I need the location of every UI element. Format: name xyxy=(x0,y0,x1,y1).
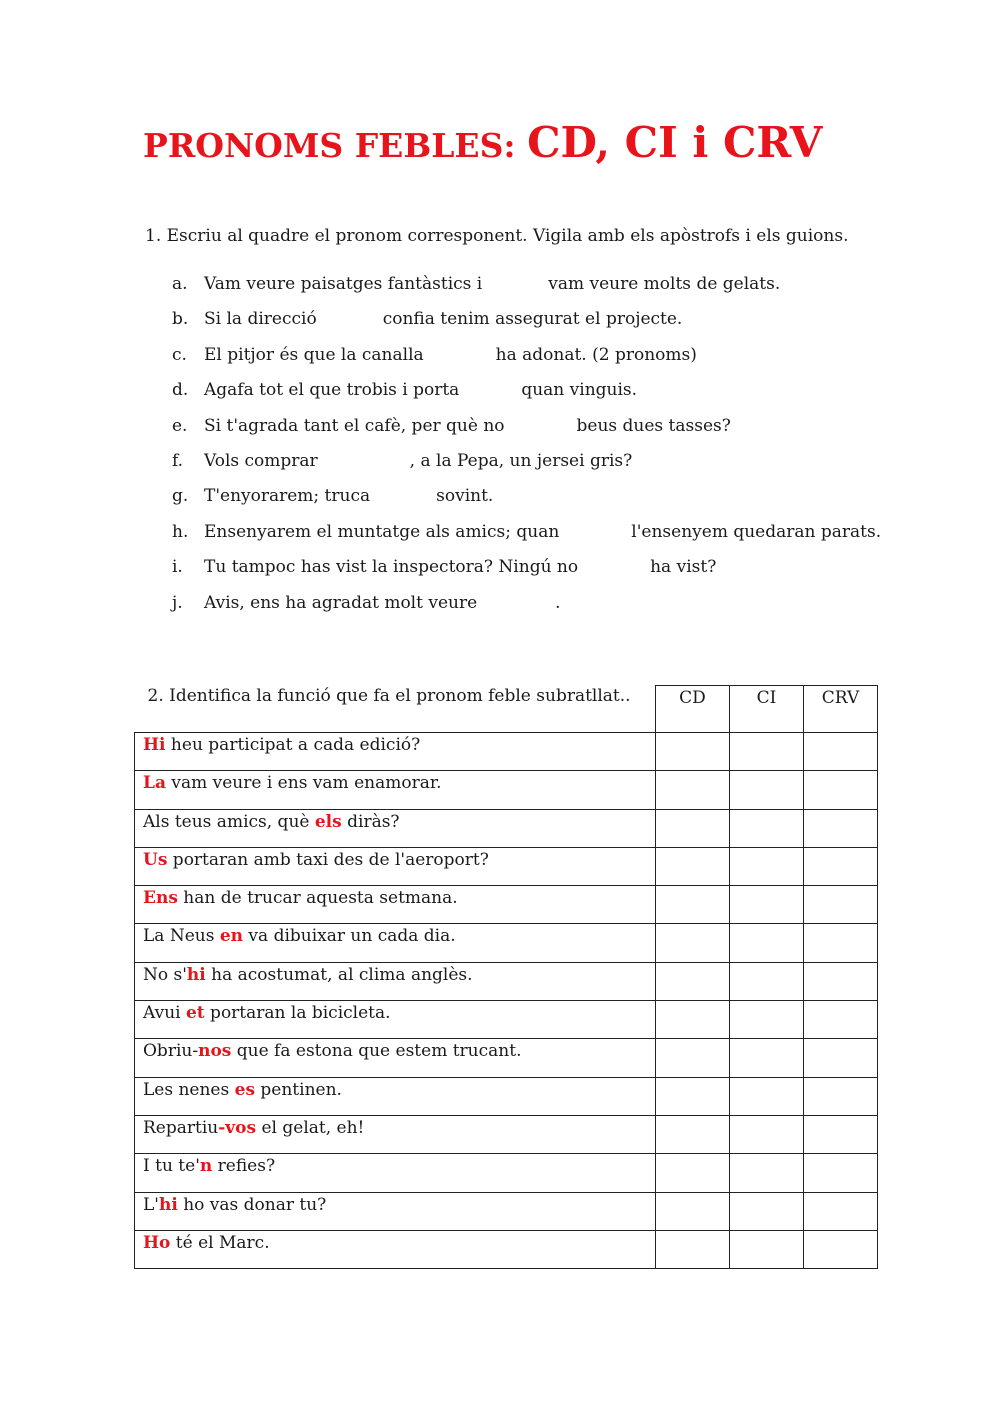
answer-box-crv[interactable] xyxy=(804,962,878,1000)
pronoun-highlight: nos xyxy=(198,1041,232,1062)
exercise1-item xyxy=(172,520,881,555)
answer-box-ci[interactable] xyxy=(730,1001,804,1039)
item-text-after: ha adonat. (2 pronoms) xyxy=(495,344,697,365)
sentence-post: té el Marc. xyxy=(170,1232,270,1253)
sentence-post: que fa estona que estem trucant. xyxy=(231,1041,522,1062)
sentence-post: vam veure i ens vam enamorar. xyxy=(165,773,442,794)
answer-box-crv[interactable] xyxy=(804,1192,878,1230)
sentence-pre: No s' xyxy=(143,964,187,985)
exercise1-item xyxy=(172,449,881,484)
answer-box-ci[interactable] xyxy=(730,809,804,847)
item-text-before: Si la direcció xyxy=(204,309,317,330)
sentence-post: diràs? xyxy=(341,811,400,832)
pronoun-highlight: La xyxy=(143,773,166,794)
item-text-after: vam veure molts de gelats. xyxy=(548,274,781,294)
sentence-pre: I tu te' xyxy=(143,1156,200,1177)
answer-box-crv[interactable] xyxy=(804,1230,878,1268)
exercise1-item xyxy=(172,591,881,626)
answer-box-ci[interactable] xyxy=(730,962,804,1000)
sentence-cell xyxy=(135,1077,656,1115)
exercise1-list xyxy=(172,272,881,626)
table-row xyxy=(135,1077,878,1115)
item-text-before: Vam veure paisatges fantàstics i xyxy=(204,274,483,294)
sentence-post: va dibuixar un cada dia. xyxy=(243,926,456,947)
table-row xyxy=(135,1230,878,1268)
item-text-after: ha vist? xyxy=(650,557,717,578)
sentence-cell xyxy=(135,1115,656,1153)
item-letter: d. xyxy=(172,380,189,401)
answer-box-crv[interactable] xyxy=(804,1077,878,1115)
pronoun-highlight: -vos xyxy=(218,1117,257,1138)
sentence-pre: L' xyxy=(143,1194,159,1215)
sentence-post: han de trucar aquesta setmana. xyxy=(177,888,458,909)
answer-box-cd[interactable] xyxy=(656,962,730,1000)
answer-box-cd[interactable] xyxy=(656,1230,730,1268)
item-letter: f. xyxy=(172,450,184,471)
sentence-post: ha acostumat, al clima anglès. xyxy=(205,964,473,985)
answer-box-ci[interactable] xyxy=(730,1192,804,1230)
answer-box-ci[interactable] xyxy=(730,886,804,924)
item-text-before: Tu tampoc has vist la inspectora? Ningú no xyxy=(204,557,579,578)
answer-box-crv[interactable] xyxy=(804,809,878,847)
pronoun-highlight: Hi xyxy=(143,735,166,755)
exercise2-instruction-cell xyxy=(135,686,656,733)
answer-box-cd[interactable] xyxy=(656,1115,730,1153)
table-row xyxy=(135,847,878,885)
answer-box-cd[interactable] xyxy=(656,733,730,771)
item-letter: e. xyxy=(172,415,188,436)
item-text-before: Avis, ens ha agradat molt veure xyxy=(204,592,478,613)
table-row xyxy=(135,924,878,962)
sentence-cell xyxy=(135,1154,656,1192)
item-text-after: beus dues tasses? xyxy=(576,415,731,436)
pronoun-highlight: Ho xyxy=(143,1232,171,1253)
item-letter: c. xyxy=(172,344,187,365)
exercise1-item xyxy=(172,272,881,307)
exercise1-item xyxy=(172,378,881,413)
item-text-before: Ensenyarem el muntatge als amics; quan xyxy=(204,521,560,542)
pronoun-highlight: es xyxy=(234,1079,256,1100)
item-text-after: . xyxy=(555,592,561,613)
exercise2-instruction: 2. Identifica la funció que fa el pronom feble subratllat.. xyxy=(147,685,631,706)
sentence-pre: Les nenes xyxy=(143,1079,235,1100)
pronoun-highlight: hi xyxy=(186,964,206,985)
sentence-pre: Als teus amics, què xyxy=(143,811,315,832)
answer-box-cd[interactable] xyxy=(656,1192,730,1230)
sentence-pre: Repartiu xyxy=(143,1117,219,1138)
answer-box-ci[interactable] xyxy=(730,733,804,771)
sentence-cell xyxy=(135,1039,656,1077)
answer-box-crv[interactable] xyxy=(804,1115,878,1153)
answer-box-ci[interactable] xyxy=(730,1039,804,1077)
answer-box-ci[interactable] xyxy=(730,847,804,885)
table-header-row xyxy=(135,686,878,733)
item-text-before: Agafa tot el que trobis i porta xyxy=(204,380,460,401)
pronoun-highlight: et xyxy=(185,1003,205,1024)
item-text-before: El pitjor és que la canalla xyxy=(204,344,424,365)
exercise1-item xyxy=(172,343,881,378)
answer-box-cd[interactable] xyxy=(656,886,730,924)
pronoun-highlight: Us xyxy=(143,849,168,870)
answer-box-cd[interactable] xyxy=(656,1077,730,1115)
table-row xyxy=(135,1154,878,1192)
table-row xyxy=(135,733,878,771)
sentence-cell xyxy=(135,924,656,962)
answer-box-crv[interactable] xyxy=(804,771,878,809)
sentence-post: pentinen. xyxy=(255,1079,342,1100)
sentence-cell xyxy=(135,1230,656,1268)
answer-box-crv[interactable] xyxy=(804,1039,878,1077)
sentence-cell xyxy=(135,886,656,924)
exercise1-item xyxy=(172,555,881,590)
answer-box-cd[interactable] xyxy=(656,924,730,962)
item-text-before: T'enyorarem; truca xyxy=(204,486,371,507)
item-letter: h. xyxy=(172,521,189,542)
column-header-ci: CI xyxy=(730,686,804,733)
answer-box-cd[interactable] xyxy=(656,1039,730,1077)
answer-box-crv[interactable] xyxy=(804,847,878,885)
exercise1-instruction: 1. Escriu al quadre el pronom corresponent. Vigila amb els apòstrofs i els guions. xyxy=(145,226,849,246)
pronoun-highlight: Ens xyxy=(143,888,178,909)
sentence-cell xyxy=(135,733,656,771)
answer-box-crv[interactable] xyxy=(804,733,878,771)
title-part-2: CD, CI i CRV xyxy=(527,118,823,167)
item-text-after: sovint. xyxy=(436,486,494,507)
sentence-post: heu participat a cada edició? xyxy=(165,735,421,755)
table-row xyxy=(135,809,878,847)
item-letter: a. xyxy=(172,274,188,294)
item-text-before: Si t'agrada tant el cafè, per què no xyxy=(204,415,505,436)
answer-box-ci[interactable] xyxy=(730,924,804,962)
item-letter: i. xyxy=(172,557,183,578)
answer-box-ci[interactable] xyxy=(730,771,804,809)
answer-box-cd[interactable] xyxy=(656,1154,730,1192)
answer-box-cd[interactable] xyxy=(656,1001,730,1039)
pronoun-highlight: hi xyxy=(158,1194,178,1215)
sentence-pre: Obriu- xyxy=(143,1041,199,1062)
item-letter: j. xyxy=(172,592,183,613)
title-part-1: PRONOMS FEBLES: xyxy=(143,126,528,165)
answer-box-cd[interactable] xyxy=(656,847,730,885)
sentence-cell xyxy=(135,809,656,847)
answer-box-ci[interactable] xyxy=(730,1077,804,1115)
pronoun-highlight: n xyxy=(199,1156,213,1177)
page-title xyxy=(143,118,822,167)
sentence-cell xyxy=(135,1001,656,1039)
exercise1-item xyxy=(172,307,881,342)
exercise2-table xyxy=(134,685,878,1269)
answer-box-crv[interactable] xyxy=(804,1154,878,1192)
column-header-cd: CD xyxy=(656,686,730,733)
answer-box-cd[interactable] xyxy=(656,771,730,809)
answer-box-crv[interactable] xyxy=(804,1001,878,1039)
column-header-crv: CRV xyxy=(804,686,878,733)
item-letter: b. xyxy=(172,309,189,330)
table-row xyxy=(135,1192,878,1230)
answer-box-ci[interactable] xyxy=(730,1154,804,1192)
table-row xyxy=(135,771,878,809)
answer-box-ci[interactable] xyxy=(730,1115,804,1153)
answer-box-cd[interactable] xyxy=(656,809,730,847)
item-text-after: quan vinguis. xyxy=(521,380,638,401)
item-text-after: confia tenim assegurat el projecte. xyxy=(382,309,683,330)
answer-box-crv[interactable] xyxy=(804,924,878,962)
exercise1-item xyxy=(172,414,881,449)
sentence-cell xyxy=(135,1192,656,1230)
pronoun-highlight: en xyxy=(219,926,244,947)
sentence-cell xyxy=(135,847,656,885)
item-letter: g. xyxy=(172,486,189,507)
table-row xyxy=(135,1115,878,1153)
item-text-after: , a la Pepa, un jersei gris? xyxy=(409,450,633,471)
sentence-post: ho vas donar tu? xyxy=(177,1194,327,1215)
sentence-post: portaran la bicicleta. xyxy=(204,1003,391,1024)
sentence-pre: La Neus xyxy=(143,926,220,947)
table-row xyxy=(135,886,878,924)
sentence-post: portaran amb taxi des de l'aeroport? xyxy=(167,849,489,870)
sentence-pre: Avui xyxy=(143,1003,186,1024)
exercise1-item xyxy=(172,484,881,519)
sentence-cell xyxy=(135,962,656,1000)
pronoun-highlight: els xyxy=(314,811,342,832)
sentence-post: refies? xyxy=(212,1156,276,1177)
table-row xyxy=(135,1001,878,1039)
table-row xyxy=(135,962,878,1000)
answer-box-ci[interactable] xyxy=(730,1230,804,1268)
table-row xyxy=(135,1039,878,1077)
item-text-before: Vols comprar xyxy=(204,450,318,471)
sentence-post: el gelat, eh! xyxy=(256,1117,365,1138)
sentence-cell xyxy=(135,771,656,809)
answer-box-crv[interactable] xyxy=(804,886,878,924)
item-text-after: l'ensenyem quedaran parats. xyxy=(631,521,882,542)
